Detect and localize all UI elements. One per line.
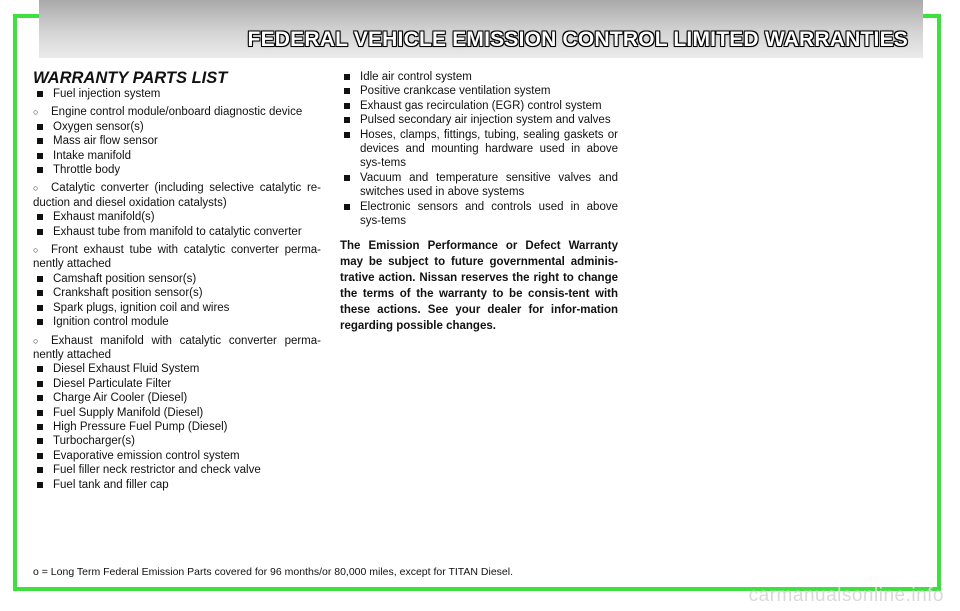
list-item: Positive crankcase ventilation system [340,84,618,98]
list-item: Evaporative emission control system [33,449,321,463]
list-item: Hoses, clamps, fittings, tubing, sealing gaskets or devices and mounting hardware used in above sys-tems [340,128,618,171]
list-item: Crankshaft position sensor(s) [33,286,321,300]
list-item: Fuel injection system [33,87,321,101]
list-item: Diesel Particulate Filter [33,377,321,391]
circle-marker-icon: ○ [33,335,39,346]
list-item-text: Front exhaust tube with catalytic converter perma-nently attached [33,244,321,271]
list-item: Electronic sensors and controls used in above sys-tems [340,200,618,229]
long-term-part-item [33,181,321,210]
list-item: High Pressure Fuel Pump (Diesel) [33,420,321,434]
list-item: Spark plugs, ignition coil and wires [33,301,321,315]
parts-list-left [33,87,321,492]
list-item: Intake manifold [33,149,321,163]
list-item: Turbocharger(s) [33,434,321,448]
circle-marker-icon: ○ [33,183,39,194]
list-item: Pulsed secondary air injection system and valves [340,113,618,127]
circle-marker-icon: ○ [33,245,39,256]
circle-marker-icon: ○ [33,107,39,118]
list-item: Exhaust gas recirculation (EGR) control system [340,99,618,113]
list-item: Vacuum and temperature sensitive valves and switches used in above systems [340,171,618,200]
list-item-text: Exhaust manifold with catalytic converter perma-nently attached [33,334,321,361]
long-term-part-item [33,105,321,119]
list-item: Camshaft position sensor(s) [33,272,321,286]
list-item: Fuel filler neck restrictor and check valve [33,463,321,477]
list-item: Idle air control system [340,70,618,84]
page-title: FEDERAL VEHICLE EMISSION CONTROL LIMITED WARRANTIES [247,28,908,51]
long-term-part-item [33,334,321,363]
section-title: WARRANTY PARTS LIST [33,69,228,87]
parts-list-right [340,70,618,228]
watermark: carmanualsonline.info [748,585,944,606]
list-item: Throttle body [33,163,321,177]
list-item-text: Catalytic converter (including selective catalytic re-duction and diesel oxidation catalysts) [33,182,321,209]
warranty-notice: The Emission Performance or Defect Warranty may be subject to future governmental adminis-trative action. Nissan reserves the right to change the terms of the warranty to be consis-tent with these actions. See your dealer for infor-mation regarding possible changes. [340,240,618,333]
list-item: Ignition control module [33,315,321,329]
footnote: o = Long Term Federal Emission Parts covered for 96 months/or 80,000 miles, except for TITAN Diesel. [33,566,514,578]
list-item: Mass air flow sensor [33,134,321,148]
list-item: Fuel tank and filler cap [33,478,321,492]
list-item: Exhaust manifold(s) [33,210,321,224]
list-item: Oxygen sensor(s) [33,120,321,134]
right-column [340,70,618,346]
list-item: Diesel Exhaust Fluid System [33,362,321,376]
long-term-part-item [33,243,321,272]
list-item: Fuel Supply Manifold (Diesel) [33,406,321,420]
list-item-text: Engine control module/onboard diagnostic device [51,106,303,119]
list-item: Exhaust tube from manifold to catalytic converter [33,225,321,239]
list-item: Charge Air Cooler (Diesel) [33,391,321,405]
left-column [33,70,321,492]
